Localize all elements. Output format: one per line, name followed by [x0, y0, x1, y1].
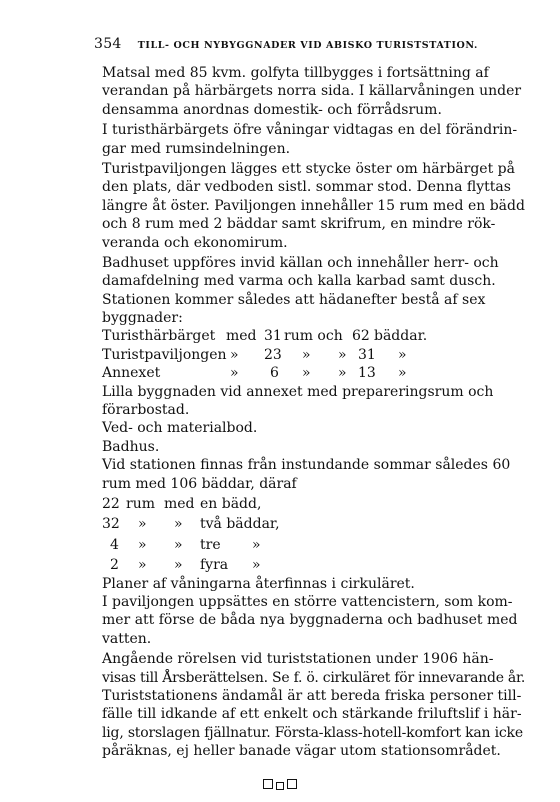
- building-col3: »: [398, 365, 407, 382]
- bed-m1: »: [138, 516, 147, 533]
- page-header: [94, 36, 514, 52]
- bed-m2: »: [174, 536, 183, 553]
- building-col1: »: [230, 346, 239, 363]
- text-line: längre åt öster. Paviljongen innehåller 15 rum med en bädd: [102, 197, 525, 214]
- square-ornament-icon: [263, 779, 273, 789]
- text-line: visas till Årsberättelsen. Se f. ö. cirkuläret för innevarande år.: [102, 669, 526, 686]
- text-line: fälle till idkande af ett enkelt och stärkande friluftslif i här-: [102, 706, 522, 723]
- text-line: Stationen kommer således att hädanefter bestå af sex: [102, 291, 486, 308]
- building-col1: »: [230, 365, 239, 382]
- square-ornament-icon: [287, 779, 297, 789]
- text-line: Matsal med 85 kvm. golfyta tillbygges i fortsättning af: [102, 65, 489, 81]
- text-line: I turisthärbärgets öfre våningar vidtagas en del förändrin-: [102, 122, 518, 139]
- text-line: Turiststationens ändamål är att bereda friska personer till-: [102, 687, 522, 704]
- bed-desc: en bädd,: [200, 495, 262, 512]
- text-line: damafdelning med varma och kalla karbad samt dusch.: [102, 273, 496, 290]
- text-line: Badhus.: [102, 438, 160, 455]
- text-line: lig, storslagen fjällnatur. Första-klass-hotell-komfort kan icke: [102, 724, 523, 741]
- building-col2: rum och: [284, 328, 343, 345]
- bed-m2: »: [174, 557, 183, 574]
- bed-desc: fyra: [200, 557, 229, 574]
- bed-count: 32: [102, 516, 120, 533]
- end-ornament: [263, 778, 297, 790]
- building-row: [102, 346, 517, 364]
- bed-m1: rum: [126, 495, 155, 512]
- text-line: Planer af våningarna återfinnas i cirkuläret.: [102, 575, 415, 592]
- bed-desc: två bäddar,: [200, 516, 280, 533]
- bed-count-row: [102, 515, 517, 533]
- text-line: rum med 106 bäddar, däraf: [102, 475, 297, 492]
- text-line: veranda och ekonomirum.: [102, 234, 288, 251]
- building-row: [102, 327, 517, 345]
- bed-count: 2: [110, 557, 119, 574]
- bed-count: 22: [102, 495, 120, 512]
- building-col2b: »: [338, 346, 347, 363]
- text-line: Badhuset uppföres invid källan och innehåller herr- och: [102, 254, 499, 271]
- text-line: Angående rörelsen vid turiststationen under 1906 hän-: [102, 651, 494, 668]
- building-rooms: 6: [270, 365, 279, 382]
- square-ornament-icon: [276, 782, 284, 790]
- text-line: förarbostad.: [102, 402, 190, 419]
- bed-count-row: [102, 536, 517, 554]
- bed-count-row: [102, 495, 517, 513]
- building-col3: bäddar.: [374, 328, 428, 345]
- text-line: Turistpaviljongen lägges ett stycke öster om härbärget på: [102, 160, 515, 177]
- text-line: den plats, där vedboden sistl. sommar stod. Denna flyttas: [102, 179, 511, 196]
- text-line: Vid stationen finnas från instundande sommar således 60: [102, 457, 511, 474]
- building-name: Turistpaviljongen: [102, 346, 227, 363]
- building-beds: 13: [358, 365, 376, 382]
- running-title: TILL- OCH NYBYGGNADER VID ABISKO TURISTSTATION.: [137, 40, 478, 51]
- bed-m2: med: [164, 495, 195, 512]
- bed-m1: »: [138, 557, 147, 574]
- text-line: gar med rumsindelningen.: [102, 140, 291, 157]
- text-line: och 8 rum med 2 bäddar samt skrifrum, en mindre rök-: [102, 216, 496, 233]
- bed-count-row: [102, 556, 517, 574]
- bed-desc: tre: [200, 536, 221, 553]
- page-number: 354: [94, 36, 122, 52]
- bed-end: »: [252, 557, 261, 574]
- building-rooms: 31: [264, 328, 282, 345]
- text-line: densamma anordnas domestik- och förrådsrum.: [102, 101, 442, 118]
- building-col1: med: [226, 328, 257, 345]
- text-line: Lilla byggnaden vid annexet med prepareringsrum och: [102, 383, 494, 400]
- text-line: mer att förse de båda nya byggnaderna och badhuset med: [102, 612, 518, 629]
- building-row: [102, 364, 517, 382]
- bed-end: »: [252, 536, 261, 553]
- building-col2b: »: [338, 365, 347, 382]
- bed-m1: »: [138, 536, 147, 553]
- building-rooms: 23: [264, 346, 282, 363]
- text-line: byggnader:: [102, 310, 183, 327]
- building-col2: »: [302, 346, 311, 363]
- text-line: verandan på härbärgets norra sida. I källarvåningen under: [102, 83, 522, 100]
- bed-count: 4: [110, 536, 119, 553]
- building-col2: »: [302, 365, 311, 382]
- building-beds: 62: [352, 328, 370, 345]
- building-name: Turisthärbärget: [102, 328, 216, 345]
- building-name: Annexet: [102, 365, 161, 382]
- page-body: [102, 64, 526, 760]
- building-beds: 31: [358, 346, 376, 363]
- building-col3: »: [398, 346, 407, 363]
- text-line: Ved- och materialbod.: [102, 420, 258, 437]
- bed-m2: »: [174, 516, 183, 533]
- text-line: påräknas, ej heller banade vägar utom stationsområdet.: [102, 743, 501, 760]
- text-line: vatten.: [102, 630, 152, 647]
- text-line: I paviljongen uppsättes en större vattencistern, som kom-: [102, 593, 513, 610]
